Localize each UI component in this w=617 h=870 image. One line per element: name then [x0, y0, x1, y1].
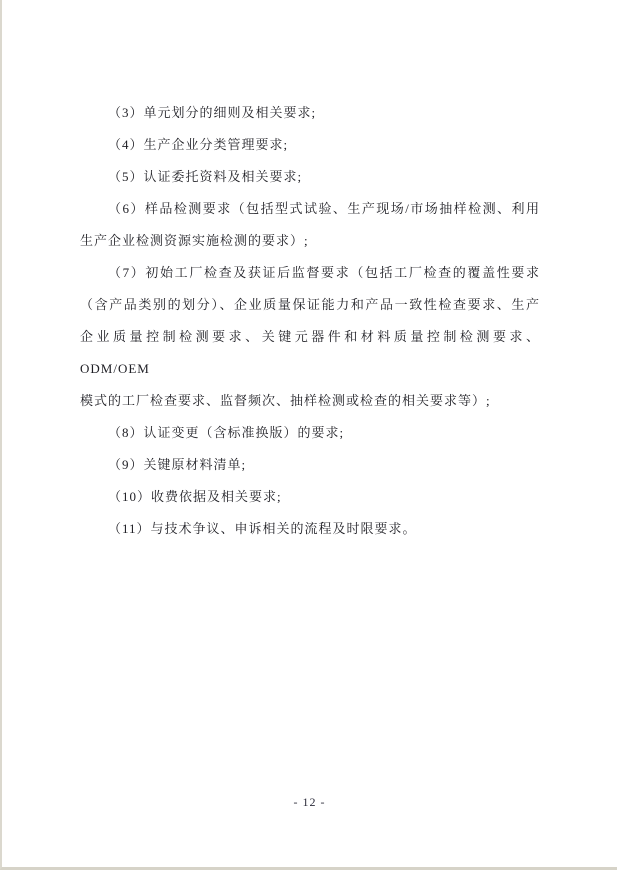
body-line: （6）样品检测要求（包括型式试验、生产现场/市场抽样检测、利用 — [108, 201, 540, 216]
body-line: （含产品类别的划分）、企业质量保证能力和产品一致性检查要求、生产 — [80, 297, 540, 312]
body-line: （7）初始工厂检查及获证后监督要求（包括工厂检查的覆盖性要求 — [108, 265, 540, 280]
list-item-9 — [80, 449, 540, 481]
list-item-3 — [80, 97, 540, 129]
body-line: 模式的工厂检查要求、监督频次、抽样检测或检查的相关要求等）; — [80, 393, 491, 408]
list-item-7 — [80, 257, 540, 417]
list-item-4 — [80, 129, 540, 161]
body-line: （9）关键原材料清单; — [108, 457, 247, 472]
page-number: - 12 - — [293, 795, 326, 809]
list-item-11 — [80, 513, 540, 545]
document-body — [80, 97, 540, 545]
list-item-10 — [80, 481, 540, 513]
body-line: （11）与技术争议、申诉相关的流程及时限要求。 — [108, 521, 417, 536]
body-line: （10）收费依据及相关要求; — [108, 489, 282, 504]
page-footer — [2, 795, 617, 810]
list-item-8 — [80, 417, 540, 449]
body-line: 企业质量控制检测要求、关键元器件和材料质量控制检测要求、ODM/OEM — [80, 329, 540, 376]
body-line: （4）生产企业分类管理要求; — [108, 137, 289, 152]
body-line: 生产企业检测资源实施检测的要求）; — [80, 233, 309, 248]
body-line: （8）认证变更（含标准换版）的要求; — [108, 425, 345, 440]
body-line: （3）单元划分的细则及相关要求; — [108, 105, 317, 120]
list-item-5 — [80, 161, 540, 193]
body-line: （5）认证委托资料及相关要求; — [108, 169, 303, 184]
list-item-6 — [80, 193, 540, 257]
